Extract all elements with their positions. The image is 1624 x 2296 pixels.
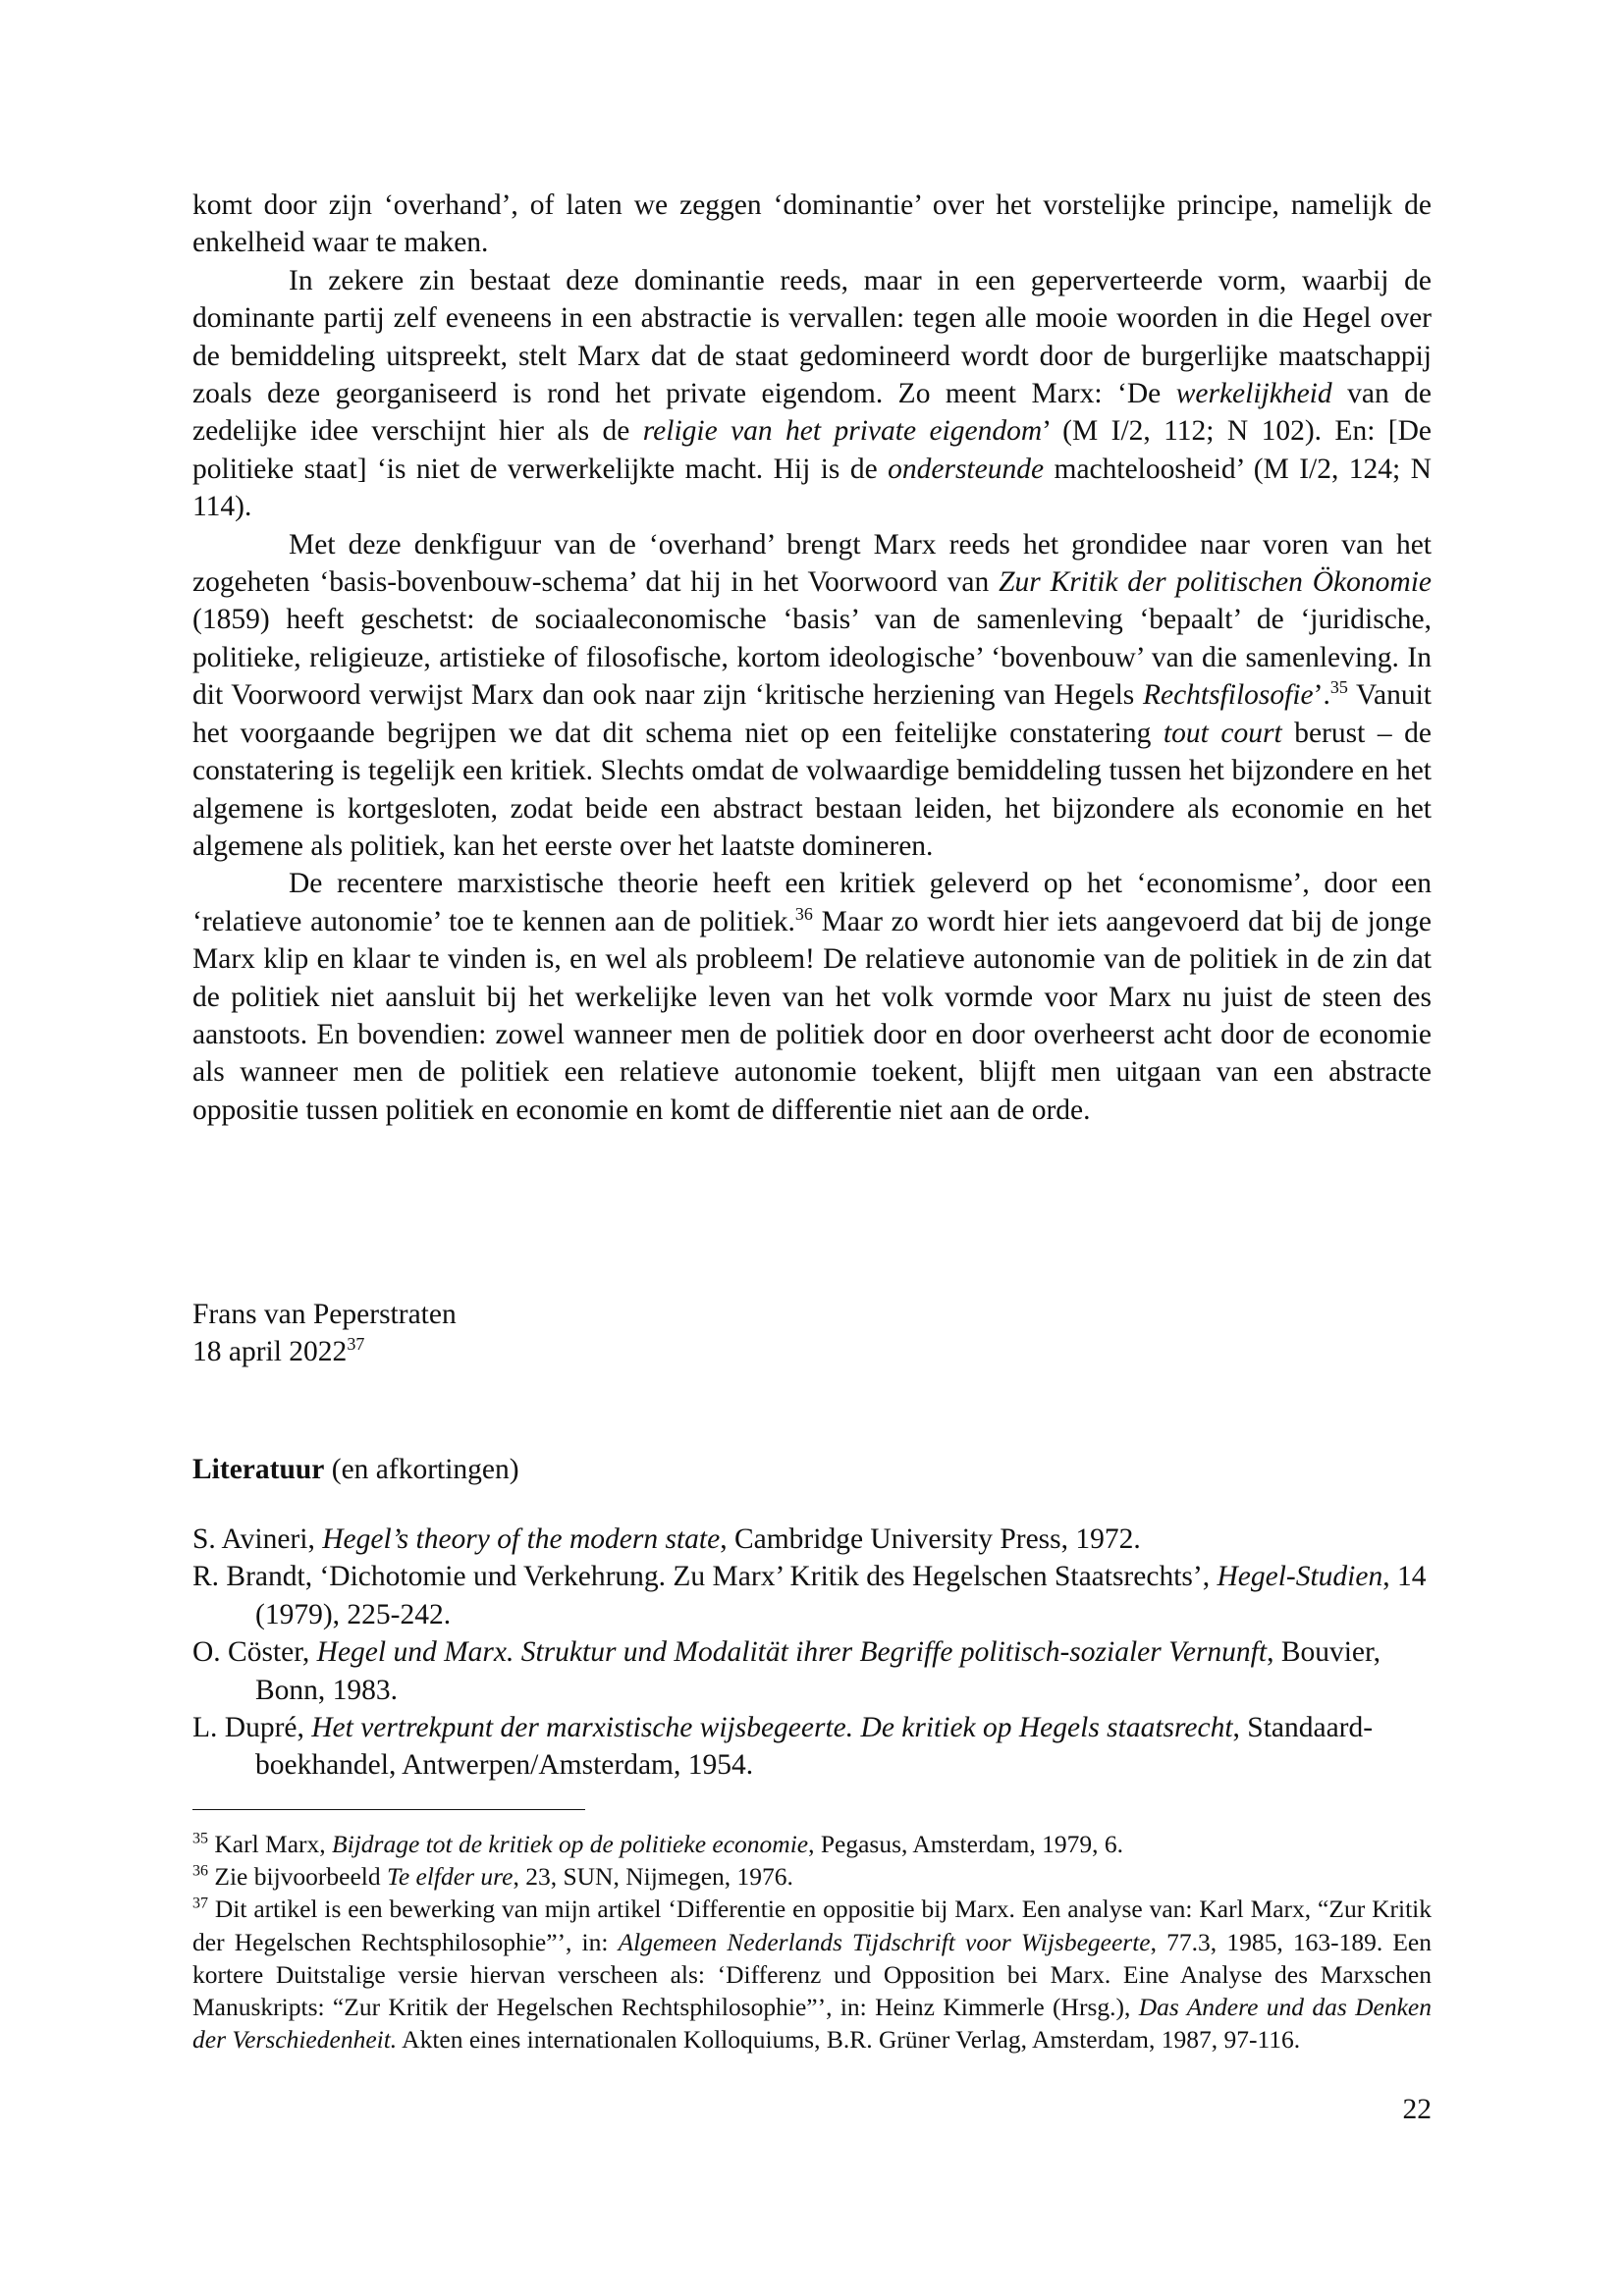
footnote-35: $^{35}$ Karl Marx, Bijdrage tot de kritiek op de politieke economie, Pegasus, Amsterdam, 1979, 6. [192,1830,1123,1858]
signature [192,1296,457,1371]
footnote-36: $^{36}$ Zie bijvoorbeeld Te elfder ure, 23, SUN, Nijmegen, 1976. [192,1862,793,1892]
body-text [192,187,1432,1129]
page-number: 22 [1402,2094,1432,2125]
footnote-ref-37[interactable]: 37 [347,1334,365,1355]
reference-entry: O. Cöster, Hegel und Marx. Struktur und Modalität ihrer Begriffe politisch-sozialer Vernunft, Bouvier, Bonn, 1983. [192,1636,1381,1706]
book-title: Zur Kritik der politischen Ökonomie [999,566,1432,599]
emphasis: religie van het private eigendom [642,415,1043,448]
emphasis: tout court [1163,717,1282,749]
reference-entry: S. Avineri, Hegel’s theory of the modern state, Cambridge University Press, 1972. [192,1523,1141,1555]
paragraph-2: In zekere zin bestaat deze dominantie reeds, maar in een geperverteerde vorm, waarbij de dominante partij zelf eveneens in een abstractie is vervallen: tegen alle mooie woorden in die Hegel over de bemiddeling uitspreekt, stelt Marx dat de staat gedomineerd wordt door de burgerlijke maatschappij zoals deze georganiseerd is rond het private eigendom. Zo meent Marx: ‘De werkelijkheid van de zedelijke idee verschijnt hier als de religie van het private eigendom’ (M I/2, 112; N 102). En: [De politieke staat] ‘is niet de verwerkelijkte macht. Hij is de ondersteunde machteloosheid’ (M I/2, 124; N 114). [192,264,1433,523]
reference-entry: R. Brandt, ‘Dichotomie und Verkehrung. Zu Marx’ Kritik des Hegelschen Staatsrechts’, Hegel-Studien, 14 (1979), 225-242. [192,1561,1427,1630]
paragraph-3: Met deze denkfiguur van de ‘overhand’ brengt Marx reeds het grondidee naar voren van het zogeheten ‘basis-bovenbouw-schema’ dat hij in het Voorwoord van Zur Kritik der politischen Ökonomie (1859) heeft geschetst: de sociaaleconomische ‘basis’ van de samenleving ‘bepaalt’ de ‘juridische, politieke, religieuze, artistieke of filosofische, kortom ideologische’ ‘bovenbouw’ van die samenleving. In dit Voorwoord verwijst Marx dan ook naar zijn ‘kritische herziening van Hegels Rechtsfilosofie’.$^{35}$ Vanuit het voorgaande begrijpen we dat dit schema niet op een feitelijke constatering tout court berust – de constatering is tegelijk een kritiek. Slechts omdat de volwaardige bemiddeling tussen het bijzondere en het algemene is kortgesloten, zodat beide een abstract bestaan leiden, het bijzondere als economie en het algemene als politiek, kan het eerste over het laatste domineren. [192,528,1432,862]
emphasis: werkelijkheid [1175,378,1332,410]
signature-date: 18 april 2022$^{37}$ [192,1334,365,1368]
footnote-37: $^{37}$ Dit artikel is een bewerking van mijn artikel ‘Differentie en oppositie bij Marx. Een analyse van: Karl Marx, “Zur Kritik der Hegelschen Rechtsphilosophie”’, in: Algemeen Nederlands Tijdschrift voor Wijsbegeerte, 77.3, 1985, 163-189. Een kortere Duitstalige versie hiervan verscheen als: ‘Differenz und Opposition bei Marx. Eine Analyse des Marxschen Manuskripts: “Zur Kritik der Hegelschen Rechtsphilosophie”’, in: Heinz Kimmerle (Hrsg.), Das Andere und das Denken der Verschiedenheit. Akten eines internationalen Kolloquiums, B.R. Grüner Verlag, Amsterdam, 1987, 97-116. [192,1895,1433,2055]
paragraph-4: De recentere marxistische theorie heeft een kritiek geleverd op het ‘economisme’, door een ‘relatieve autonomie’ toe te kennen aan de politiek.$^{36}$ Maar zo wordt hier iets aangevoerd dat bij de jonge Marx klip en klaar te vinden is, en wel als probleem! De relatieve autonomie van de politiek in de zin dat de politiek niet aansluit bij het werkelijke leven van het volk vormde voor Marx nu juist de steen des aanstoots. En bovendien: zowel wanneer men de politiek door en door overheerst acht door de economie als wanneer men de politiek een relatieve autonomie toekent, blijft men uitgaan van een abstracte oppositie tussen politiek en economie en komt de differentie niet aan de orde. [192,868,1433,1126]
footnote-ref-35[interactable]: 35 [1329,677,1348,698]
reference-list [192,1521,1432,1785]
footnotes [192,1828,1432,2056]
emphasis: ondersteunde [888,453,1045,485]
footnote-ref-36[interactable]: 36 [794,903,813,924]
author-name: Frans van Peperstraten [192,1299,457,1330]
literature-heading: Literatuur (en afkortingen) [192,1454,519,1485]
book-title: Rechtsfilosofie [1142,679,1314,712]
paragraph-1: komt door zijn ‘overhand’, of laten we zeggen ‘dominantie’ over het vorstelijke principe, namelijk de enkelheid waar te maken. [192,189,1432,259]
reference-entry: L. Dupré, Het vertrekpunt der marxistische wijsbegeerte. De kritiek op Hegels staatsrecht, Standaard-boekhandel, Antwerpen/Amsterdam, 1954. [192,1712,1374,1782]
footnote-divider [192,1809,585,1810]
